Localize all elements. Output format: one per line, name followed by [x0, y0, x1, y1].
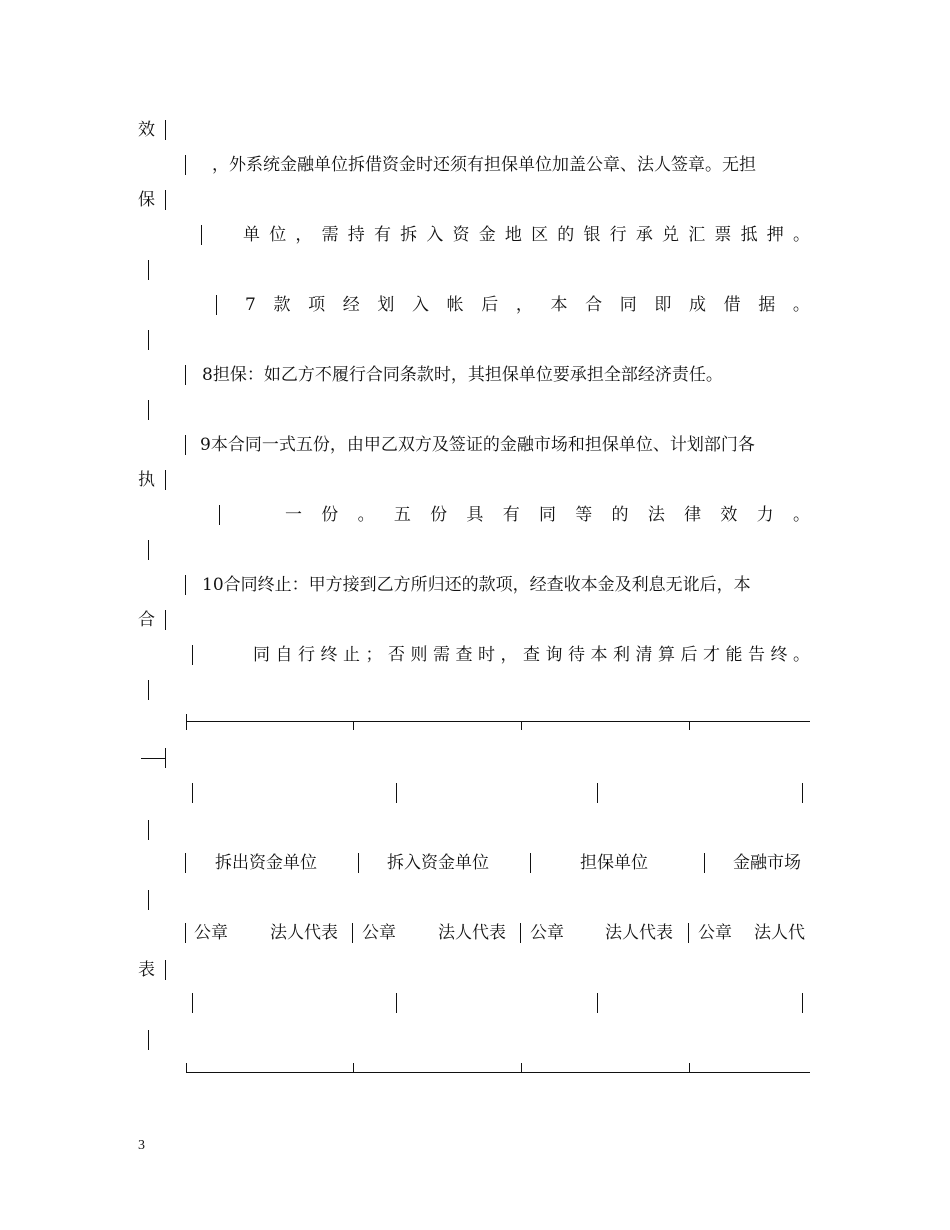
- table-border-bar: [148, 820, 149, 840]
- text-char: 终: [770, 645, 788, 665]
- table-border-bar: [165, 120, 166, 140]
- text-char: 兑: [662, 225, 679, 245]
- table-column-tick: [689, 1063, 690, 1072]
- text-line-12: [253, 643, 810, 667]
- text-char: 即: [654, 295, 672, 315]
- table-border-bar: [704, 853, 705, 873]
- text-char: 效: [720, 505, 738, 525]
- table-border-bar: [192, 645, 193, 665]
- text-char: 的: [611, 505, 629, 525]
- table-column-tick: [521, 1063, 522, 1072]
- table-border-bar: [597, 783, 598, 803]
- rep-label-1: 法人代表: [270, 923, 338, 943]
- table-header-3: 担保单位: [580, 853, 648, 873]
- text-char: ，: [295, 225, 313, 245]
- text-char: 汇: [688, 225, 706, 245]
- text-line-5: [245, 293, 810, 317]
- text-char: 终: [320, 645, 338, 665]
- table-border-bar: [148, 260, 149, 280]
- text-char: 。: [793, 645, 810, 665]
- table-border-bar: [165, 190, 166, 210]
- text-char: 地: [504, 225, 522, 245]
- text-char: 律: [684, 505, 702, 525]
- table-border-bar: [165, 748, 166, 768]
- table-bottom-border: [186, 1072, 810, 1073]
- table-column-tick: [521, 721, 522, 730]
- text-char: 押: [766, 225, 784, 245]
- text-char: 否: [388, 645, 405, 665]
- table-border-bar: [165, 470, 166, 490]
- text-char: 行: [298, 645, 315, 665]
- table-border-bar: [802, 993, 803, 1013]
- text-char: 合: [585, 295, 603, 315]
- text-char: 金: [478, 225, 496, 245]
- text-char: 则: [410, 645, 428, 665]
- text-char: 借: [723, 295, 741, 315]
- table-header-4: 金融市场: [733, 853, 801, 873]
- text-line-3: 保: [138, 190, 155, 210]
- text-char: 五: [393, 505, 411, 525]
- page-number: 3: [138, 1138, 145, 1153]
- table-border-bar: [192, 783, 193, 803]
- table-column-tick: [353, 721, 354, 730]
- text-char: 有: [502, 505, 520, 525]
- text-line-1: 效: [138, 120, 155, 140]
- table-border-bar: [688, 923, 689, 943]
- text-char: 同: [253, 645, 270, 665]
- table-border-bar: [148, 400, 149, 420]
- table-header-1: 拆出资金单位: [215, 853, 317, 873]
- text-char: 份: [321, 505, 339, 525]
- table-border-bar: [192, 993, 193, 1013]
- text-char: 询: [545, 645, 563, 665]
- table-corner-tick: [186, 714, 187, 730]
- text-char: 区: [531, 225, 549, 245]
- text-char: 有: [373, 225, 391, 245]
- table-border-bar: [148, 1030, 149, 1050]
- table-border-bar: [185, 435, 186, 455]
- table-border-bar: [530, 853, 531, 873]
- text-char: 利: [613, 645, 630, 665]
- table-top-border: [186, 721, 810, 722]
- text-char: 入: [411, 295, 429, 315]
- seal-label-4: 公章: [698, 923, 732, 943]
- text-char: 位: [269, 225, 287, 245]
- text-char: 告: [748, 645, 765, 665]
- table-border-bar: [802, 783, 803, 803]
- text-char: 拆: [400, 225, 418, 245]
- text-line-6: 8担保：如乙方不履行合同条款时，其担保单位要承担全部经济责任。: [202, 365, 723, 385]
- text-char: 项: [308, 295, 326, 315]
- text-char: 法: [647, 505, 665, 525]
- rep-label-overflow: 表: [138, 960, 155, 980]
- text-char: 持: [347, 225, 365, 245]
- table-border-bar: [352, 923, 353, 943]
- table-border-bar: [396, 783, 397, 803]
- table-border-bar: [219, 505, 220, 525]
- text-char: 一: [285, 505, 302, 525]
- text-char: 止: [343, 645, 360, 665]
- text-char: ，: [500, 645, 518, 665]
- text-line-8: 执: [138, 470, 155, 490]
- table-header-2: 拆入资金单位: [387, 853, 489, 873]
- text-char: 本: [590, 645, 608, 665]
- table-border-bar: [185, 853, 186, 873]
- rep-label-2: 法人代表: [438, 923, 506, 943]
- text-char: 需: [433, 645, 450, 665]
- text-char: 。: [357, 505, 375, 525]
- text-char: 后: [680, 645, 698, 665]
- text-char: 票: [714, 225, 732, 245]
- seal-label-3: 公章: [530, 923, 564, 943]
- text-char: 查: [523, 645, 540, 665]
- text-char: 算: [658, 645, 675, 665]
- text-char: ，: [515, 295, 533, 315]
- text-line-2: ，外系统金融单位拆借资金时还须有担保单位加盖公章、法人签章。无担: [212, 155, 756, 175]
- text-char: 的: [557, 225, 575, 245]
- text-char: 据: [758, 295, 776, 315]
- text-char: 7: [245, 295, 256, 315]
- text-char: 后: [481, 295, 499, 315]
- text-char: 银: [583, 225, 601, 245]
- text-char: 入: [426, 225, 444, 245]
- table-overflow-dash: [141, 758, 165, 759]
- text-line-4: [243, 223, 810, 247]
- table-border-bar: [185, 365, 186, 385]
- text-char: 同: [538, 505, 556, 525]
- table-border-bar: [201, 225, 202, 245]
- table-border-bar: [396, 993, 397, 1013]
- text-char: 力: [756, 505, 774, 525]
- table-border-bar: [148, 890, 149, 910]
- table-border-bar: [165, 960, 166, 980]
- text-char: 资: [452, 225, 470, 245]
- text-line-11: 合: [138, 610, 155, 630]
- text-char: 清: [635, 645, 653, 665]
- text-char: 自: [275, 645, 293, 665]
- text-char: 款: [273, 295, 291, 315]
- text-line-10: 10合同终止：甲方接到乙方所归还的款项，经查收本金及利息无讹后，本: [202, 575, 751, 595]
- text-char: 能: [725, 645, 743, 665]
- seal-label-1: 公章: [194, 923, 228, 943]
- table-border-bar: [185, 923, 186, 943]
- text-char: 承: [635, 225, 653, 245]
- table-border-bar: [185, 575, 186, 595]
- table-border-bar: [358, 853, 359, 873]
- text-char: 同: [619, 295, 637, 315]
- rep-label-3: 法人代表: [605, 923, 673, 943]
- text-char: 抵: [740, 225, 758, 245]
- table-border-bar: [148, 680, 149, 700]
- text-char: ；: [365, 645, 383, 665]
- text-line-7: 9本合同一式五份，由甲乙双方及签证的金融市场和担保单位、计划部门各: [200, 435, 755, 455]
- table-border-bar: [597, 993, 598, 1013]
- text-char: 划: [377, 295, 395, 315]
- text-char: 。: [792, 505, 810, 525]
- table-border-bar: [520, 923, 521, 943]
- text-char: 时: [478, 645, 495, 665]
- text-char: 需: [321, 225, 339, 245]
- table-border-bar: [165, 610, 166, 630]
- text-char: 待: [568, 645, 585, 665]
- table-column-tick: [353, 1063, 354, 1072]
- table-border-bar: [148, 330, 149, 350]
- text-char: 等: [575, 505, 593, 525]
- text-char: 才: [703, 645, 720, 665]
- text-char: 具: [466, 505, 484, 525]
- text-char: 单: [243, 225, 260, 245]
- rep-label-4: 法人代: [754, 923, 805, 943]
- text-line-9: [285, 503, 810, 527]
- text-char: 经: [342, 295, 360, 315]
- text-char: 帐: [446, 295, 464, 315]
- text-char: 查: [455, 645, 473, 665]
- table-column-tick: [689, 721, 690, 730]
- table-border-bar: [148, 540, 149, 560]
- text-char: 。: [792, 295, 810, 315]
- text-char: 行: [609, 225, 627, 245]
- text-char: 。: [792, 225, 810, 245]
- table-border-bar: [216, 295, 217, 315]
- text-char: 成: [688, 295, 706, 315]
- seal-label-2: 公章: [362, 923, 396, 943]
- table-border-bar: [185, 155, 186, 175]
- table-corner-tick: [186, 1063, 187, 1072]
- text-char: 本: [550, 295, 568, 315]
- text-char: 份: [430, 505, 448, 525]
